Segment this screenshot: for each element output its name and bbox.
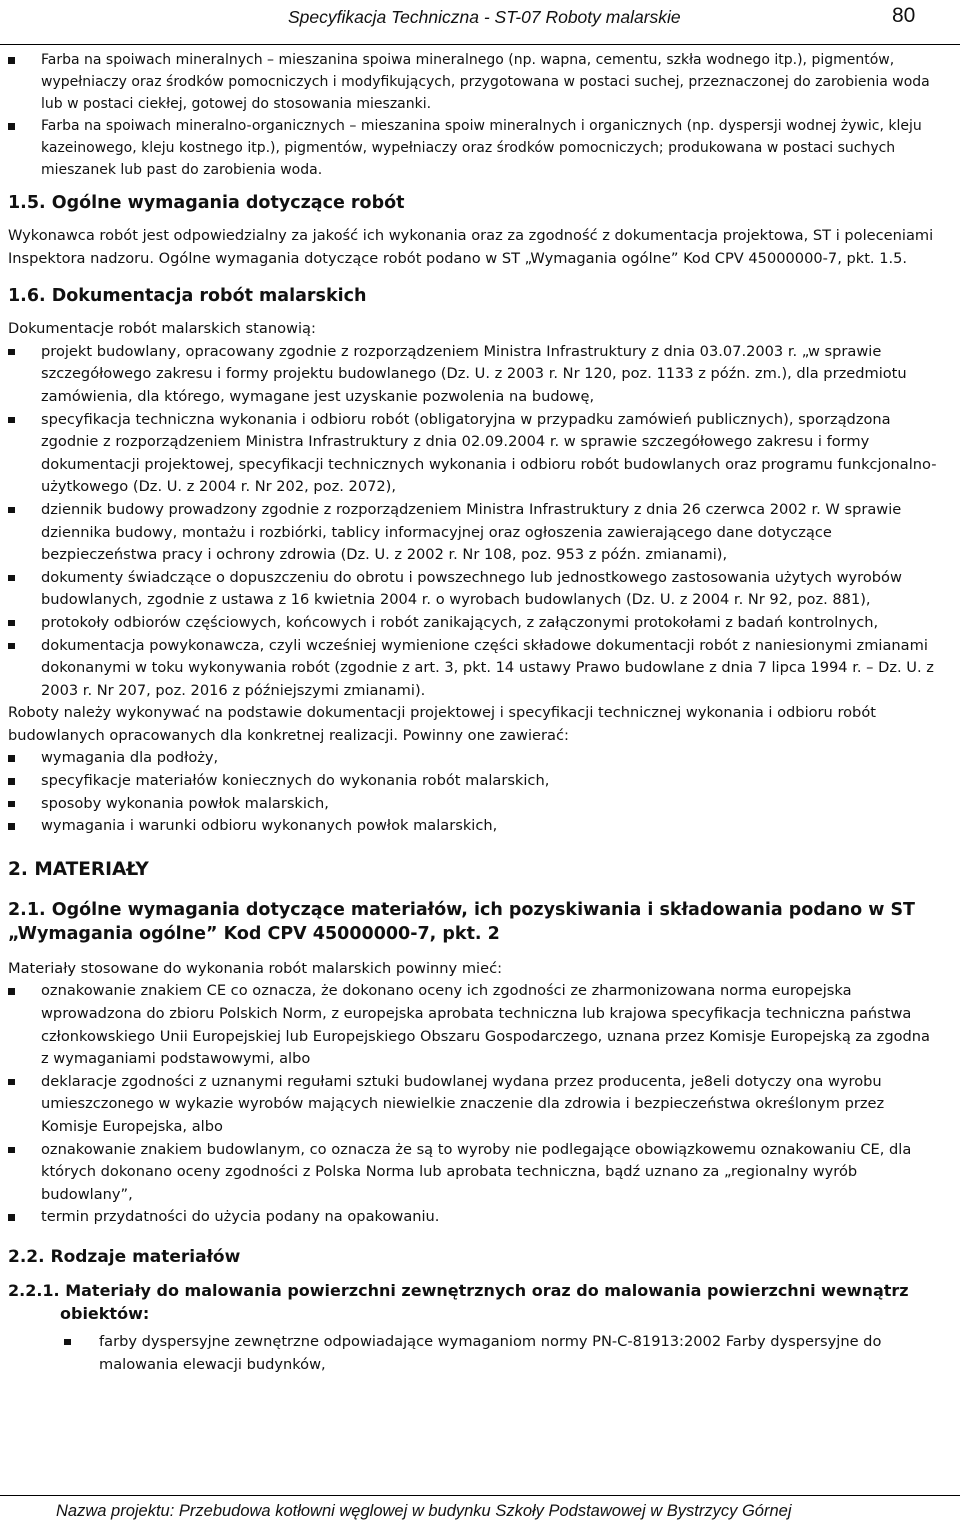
section-1-6-intro: Dokumentacje robót malarskich stanowią: — [8, 320, 316, 338]
list-item: oznakowanie znakiem CE co oznacza, że dokonano oceny ich zgodności ze zharmonizowana norma europejska wprowadzona do zbioru Polskich Norm, z europejska aprobata techniczna lub krajowa specyfikacja techniczna państwa członkowskiego Unii Europejskiej lub Europejskiego Obszaru Gospodarczego, uznana przez Komisje Europejską za zgodna z wymaganiami podstawowymi, albo — [8, 980, 938, 1070]
page-number: 80 — [892, 4, 916, 27]
bullet-icon — [8, 417, 15, 424]
section-heading-2: 2. MATERIAŁY — [8, 858, 149, 880]
bullet-icon — [8, 988, 15, 995]
bullet-icon — [8, 507, 15, 514]
list-item: projekt budowlany, opracowany zgodnie z rozporządzeniem Ministra Infrastruktury z dnia 03.07.2003 r. „w sprawie szczegółowego zakresu i formy projektu budowlanego (Dz. U. z 2003 r. Nr 120, poz. 1133 z późn. zm.), dla przedmiotu zamówienia, dla którego, wymagane jest uzyskanie pozwolenia na budowę, — [8, 341, 938, 409]
list-item: dokumenty świadczące o dopuszczeniu do obrotu i powszechnego lub jednostkowego zastosowania użytych wyrobów budowlanych, zgodnie z ustawa z 16 kwietnia 2004 r. o wyrobach budowlanych (Dz. U. z 2004 r. Nr 92, poz. 881), — [8, 567, 938, 612]
document-body — [8, 49, 938, 1376]
section-2-1-intro: Materiały stosowane do wykonania robót malarskich powinny mieć: — [8, 959, 503, 977]
list-item: Farba na spoiwach mineralno-organicznych – mieszanina spoiw mineralnych i organicznych (np. dyspersji wodnej żywic, kleju kazeinowego, kleju kostnego itp.), pigmentów, wypełniaczy oraz środków pomocniczych; produkowana w postaci suchych mieszanek lub past do zarobienia woda. — [8, 115, 938, 181]
list-item: protokoły odbiorów częściowych, końcowych i robót zanikających, z załączonymi protokołami z badań kontrolnych, — [8, 612, 938, 635]
section-heading-2-2-1: 2.2.1. Materiały do malowania powierzchni zewnętrznych oraz do malowania powierzchni wewnątrz obiektów: — [8, 1280, 909, 1323]
section-heading-1-5: 1.5. Ogólne wymagania dotyczące robót — [8, 193, 405, 213]
bullet-icon — [8, 1079, 15, 1086]
list-item: wymagania i warunki odbioru wykonanych powłok malarskich, — [8, 815, 938, 838]
bullet-icon — [8, 1147, 15, 1154]
bullet-icon — [8, 778, 15, 785]
list-item: dziennik budowy prowadzony zgodnie z rozporządzeniem Ministra Infrastruktury z dnia 26 czerwca 2002 r. W sprawie dziennika budowy, montażu i rozbiórki, tablicy informacyjnej oraz ogłoszenia zawierającego dane dotyczące bezpieczeństwa pracy i ochrony zdrowia (Dz. U. z 2002 r. Nr 108, poz. 953 z późn. zmianami), — [8, 499, 938, 567]
section-1-6-after-text: Roboty należy wykonywać na podstawie dokumentacji projektowej i specyfikacji technicznej wykonania i odbioru robót budowlanych opracowanych dla konkretnej realizacji. Powinny one zawierać: — [8, 704, 876, 744]
section-heading-2-2: 2.2. Rodzaje materiałów — [8, 1246, 241, 1267]
bullet-icon — [8, 57, 15, 64]
bullet-icon — [8, 575, 15, 582]
list-item: wymagania dla podłoży, — [8, 747, 938, 770]
intro-list — [8, 49, 938, 181]
bullet-icon — [8, 755, 15, 762]
section-heading-2-1: 2.1. Ogólne wymagania dotyczące materiałów, ich pozyskiwania i składowania podano w ST „Wymagania ogólne” Kod CPV 45000000-7, pkt. 2 — [8, 899, 915, 944]
documentation-list — [8, 341, 938, 703]
header-title: Specyfikacja Techniczna - ST-07 Roboty malarskie — [288, 7, 681, 27]
bullet-icon — [8, 801, 15, 808]
materials-requirements-list — [8, 980, 938, 1229]
bullet-icon — [64, 1339, 71, 1346]
section-heading-1-6: 1.6. Dokumentacja robót malarskich — [8, 286, 367, 307]
page-footer — [0, 1495, 960, 1520]
list-item: deklaracje zgodności z uznanymi regułami sztuki budowlanej wydana przez producenta, je8eli dotyczy ona wyrobu umieszczonego w wykazie wyrobów mających niewielkie znaczenie dla zdrowia i bezpieczeństwa określonym przez Komisje Europejska, albo — [8, 1071, 938, 1139]
bullet-icon — [8, 643, 15, 650]
section-1-5-text: Wykonawca robót jest odpowiedzialny za jakość ich wykonania oraz za zgodność z dokumentacja projektowa, ST i poleceniami Inspektora nadzoru. Ogólne wymagania dotyczące robót podano w ST „Wymagania ogólne” Kod CPV 45000000-7, pkt. 1.5. — [8, 227, 934, 267]
list-item: sposoby wykonania powłok malarskich, — [8, 793, 938, 816]
material-types-list — [8, 1331, 938, 1376]
list-item: termin przydatności do użycia podany na opakowaniu. — [8, 1206, 938, 1229]
bullet-icon — [8, 823, 15, 830]
list-item: dokumentacja powykonawcza, czyli wcześniej wymienione części składowe dokumentacji robót z naniesionymi zmianami dokonanymi w toku wykonywania robót (zgodnie z art. 3, pkt. 14 ustawy Prawo budowlane z dnia 7 lipca 1994 r. – Dz. U. z 2003 r. Nr 207, poz. 2016 z późniejszymi zmianami). — [8, 635, 938, 703]
list-item: specyfikacje materiałów koniecznych do wykonania robót malarskich, — [8, 770, 938, 793]
list-item: specyfikacja techniczna wykonania i odbioru robót (obligatoryjna w przypadku zamówień publicznych), sporządzona zgodnie z rozporządzeniem Ministra Infrastruktury z dnia 02.09.2004 r. w sprawie szczegółowego zakresu i formy dokumentacji projektowej, specyfikacji technicznych wykonania i odbioru robót budowlanych oraz programu funkcjonalno-użytkowego (Dz. U. z 2004 r. Nr 202, poz. 2072), — [8, 409, 938, 499]
bullet-icon — [8, 123, 15, 130]
bullet-icon — [8, 1214, 15, 1221]
footer-project-name: Nazwa projektu: Przebudowa kotłowni węglowej w budynku Szkoły Podstawowej w Bystrzycy Górnej — [56, 1502, 792, 1520]
page-header — [0, 4, 960, 45]
bullet-icon — [8, 620, 15, 627]
requirements-list — [8, 747, 938, 837]
list-item: farby dyspersyjne zewnętrzne odpowiadające wymaganiom normy PN-C-81913:2002 Farby dyspersyjne do malowania elewacji budynków, — [64, 1331, 938, 1376]
list-item: Farba na spoiwach mineralnych – mieszanina spoiwa mineralnego (np. wapna, cementu, szkła wodnego itp.), pigmentów, wypełniaczy oraz środków pomocniczych i modyfikujących, przygotowana w postaci suchej, przeznaczonej do zarobienia woda lub w postaci ciekłej, gotowej do stosowania mieszanki. — [8, 49, 938, 115]
bullet-icon — [8, 349, 15, 356]
list-item: oznakowanie znakiem budowlanym, co oznacza że są to wyroby nie podlegające obowiązkowemu oznakowaniu CE, dla których dokonano oceny zgodności z Polska Norma lub aprobata techniczna, bądź uznano za „regionalny wyrób budowlany”, — [8, 1139, 938, 1207]
